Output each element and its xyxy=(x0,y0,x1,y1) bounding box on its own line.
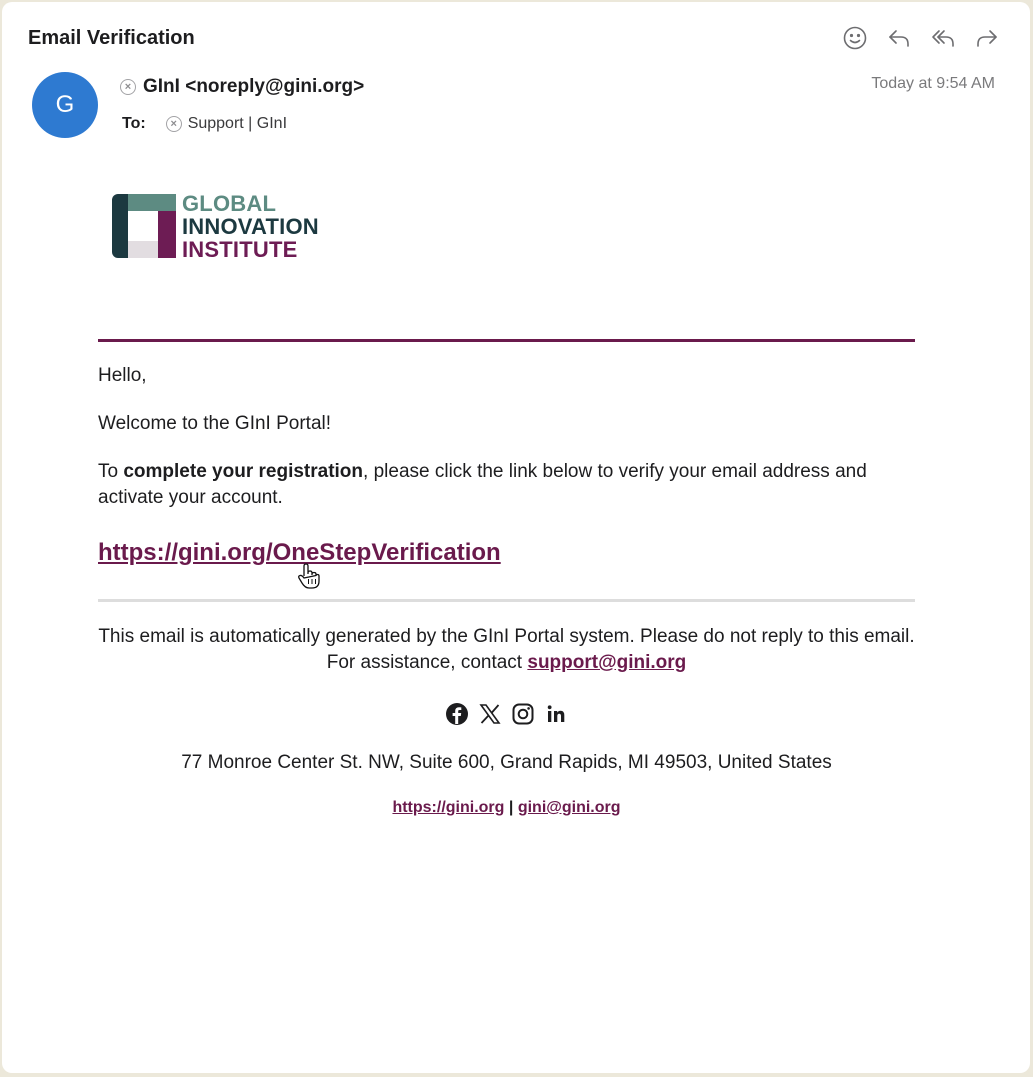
reply-icon xyxy=(886,25,912,51)
logo-line-2: INNOVATION xyxy=(182,214,319,239)
footer-notice xyxy=(98,624,915,676)
hand-pointer-cursor-icon xyxy=(296,562,322,590)
header-divider xyxy=(98,339,915,342)
registration-prefix: To xyxy=(98,461,124,482)
sender-avatar: G xyxy=(32,72,98,138)
remove-sender-icon[interactable]: × xyxy=(120,79,136,95)
linkedin-icon xyxy=(544,702,568,726)
linkedin-link[interactable] xyxy=(544,701,568,727)
contact-email-link[interactable]: gini@gini.org xyxy=(517,799,621,816)
registration-bold: complete your registration xyxy=(123,461,364,482)
logo-wordmark xyxy=(182,192,319,261)
social-links xyxy=(2,701,1011,727)
logo-line-3: INSTITUTE xyxy=(182,237,298,262)
forward-icon xyxy=(974,25,1000,51)
reply-all-icon xyxy=(930,25,956,51)
bottom-links xyxy=(98,799,915,817)
reply-button[interactable] xyxy=(882,22,916,54)
website-link[interactable]: https://gini.org xyxy=(392,799,505,816)
instagram-icon xyxy=(511,702,535,726)
reply-all-button[interactable] xyxy=(926,22,960,54)
footer-divider xyxy=(98,599,915,602)
verification-link[interactable]: https://gini.org/OneStepVerification xyxy=(98,539,501,566)
greeting: Hello, xyxy=(98,365,147,386)
to-line xyxy=(122,115,287,133)
footer-notice-text: This email is automatically generated by the GInI Portal system. Please do not reply to this email. For assistance, contact xyxy=(98,626,915,673)
recipient[interactable] xyxy=(166,115,287,133)
to-label: To: xyxy=(122,115,146,132)
gini-logo-mark-icon xyxy=(110,192,178,260)
welcome-text: Welcome to the GInI Portal! xyxy=(98,413,332,434)
instagram-link[interactable] xyxy=(511,701,535,727)
registration-text xyxy=(98,459,915,511)
smiley-icon xyxy=(842,25,868,51)
recipient-name: Support | GInI xyxy=(187,115,288,132)
logo-line-1: GLOBAL xyxy=(182,191,277,216)
facebook-icon xyxy=(445,702,469,726)
registration-suffix: , please click the link below to verify your email address and activate your account. xyxy=(98,461,867,508)
message-date: Today at 9:54 AM xyxy=(871,75,995,92)
email-window xyxy=(2,2,1030,1073)
forward-button[interactable] xyxy=(970,22,1004,54)
remove-recipient-icon[interactable]: × xyxy=(166,116,182,132)
link-separator: | xyxy=(508,799,514,816)
x-twitter-icon xyxy=(478,702,502,726)
message-toolbar xyxy=(838,22,1004,54)
facebook-link[interactable] xyxy=(445,701,469,727)
support-email-link[interactable]: support@gini.org xyxy=(527,652,687,673)
from-line xyxy=(120,76,364,98)
sender-name[interactable]: GInI <noreply@gini.org> xyxy=(143,76,365,97)
email-subject: Email Verification xyxy=(28,27,195,49)
x-twitter-link[interactable] xyxy=(478,701,502,727)
react-button[interactable] xyxy=(838,22,872,54)
postal-address: 77 Monroe Center St. NW, Suite 600, Grand Rapids, MI 49503, United States xyxy=(181,752,832,773)
gini-logo xyxy=(110,192,340,262)
